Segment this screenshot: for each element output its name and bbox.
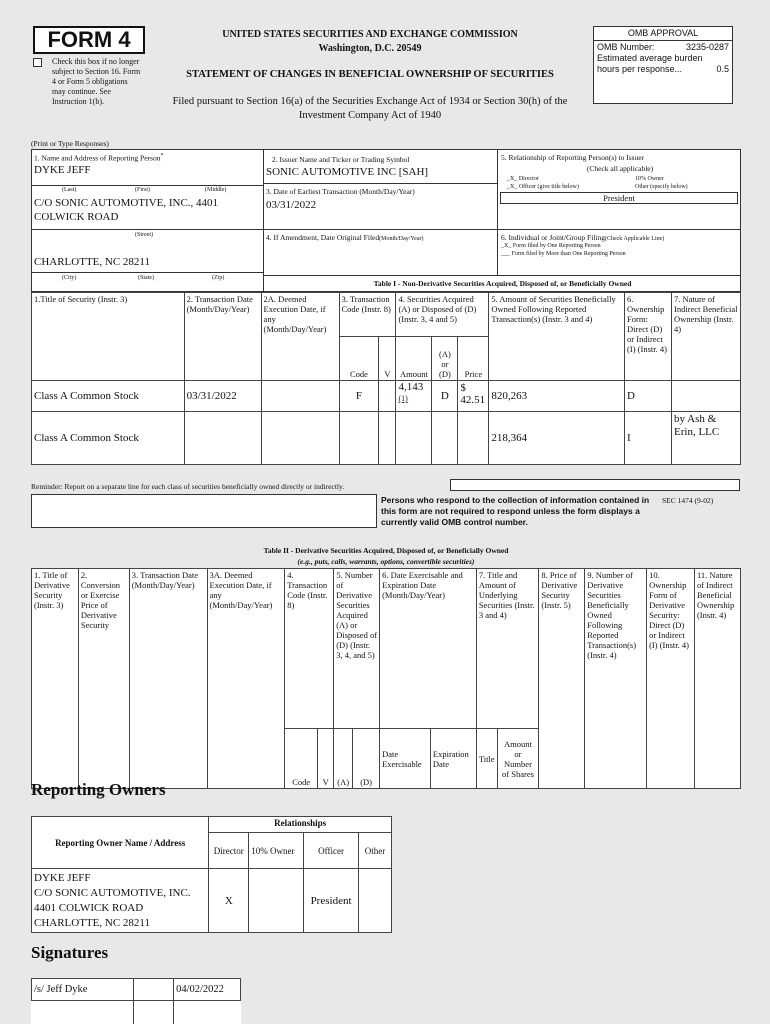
owner-line1: DYKE JEFF xyxy=(34,871,91,884)
signature-blank xyxy=(134,979,174,1001)
officer-title-box xyxy=(500,192,738,204)
city-label: (City) xyxy=(62,275,77,281)
check-all-label: (Check all applicable) xyxy=(586,164,654,173)
owners-table xyxy=(31,816,392,933)
street-label: (Street) xyxy=(135,232,153,238)
t2-date-ex: Date Exercisable xyxy=(380,729,431,789)
t2-h7: 7. Title and Amount of Underlying Securities (Instr. 3 and 4) xyxy=(476,569,539,729)
signature-row2-c xyxy=(174,1001,241,1024)
middle-label: (Middle) xyxy=(205,187,227,193)
t2-a: (A) xyxy=(334,729,353,789)
t1-r1-date xyxy=(184,412,261,465)
reporting-person-name: DYKE JEFF xyxy=(34,164,91,176)
director-option[interactable]: _X_ Director xyxy=(507,176,539,182)
amendment-label: 4. If Amendment, Date Original Filed xyxy=(266,233,380,242)
state-label: (State) xyxy=(138,275,154,281)
owner-officer: President xyxy=(304,869,359,933)
agency-location: Washington, D.C. 20549 xyxy=(318,43,422,54)
omb-burden-label: Estimated average burden xyxy=(597,53,703,63)
t1-r0-price: $ 42.51 xyxy=(458,381,489,412)
reminder-input[interactable] xyxy=(450,479,740,491)
table1 xyxy=(31,292,741,465)
earliest-date-label: 3. Date of Earliest Transaction (Month/Day/Year) xyxy=(266,187,415,196)
t2-h11: 11. Nature of Indirect Beneficial Ownership (Instr. 4) xyxy=(694,569,740,789)
no-longer-subject-checkbox[interactable] xyxy=(33,58,42,67)
t1-code: Code xyxy=(339,337,379,381)
table1-title: Table I - Non-Derivative Securities Acquired, Disposed of, or Beneficially Owned xyxy=(373,279,632,288)
filing-more[interactable]: ___ Form filed by More than One Reporting Person xyxy=(501,251,626,257)
t1-r0-footnote[interactable]: (1) xyxy=(398,394,408,403)
owners-col-ten: 10% Owner xyxy=(249,833,304,869)
issuer-value: SONIC AUTOMOTIVE INC [SAH] xyxy=(266,166,429,178)
persons-notice: Persons who respond to the collection of information contained in this form are not required to respond unless the form displays a currently valid OMB control number. xyxy=(381,495,650,527)
signatures-table xyxy=(31,978,241,1024)
omb-approval-box xyxy=(593,26,733,104)
t2-h9: 9. Number of Derivative Securities Beneficially Owned Following Reported Transaction(s) (Instr. 4) xyxy=(585,569,647,789)
t1-aord: (A) or (D) xyxy=(432,337,458,381)
owners-col-director: Director xyxy=(209,833,249,869)
t1-h1: 1.Title of Security (Instr. 3) xyxy=(32,293,185,381)
t2-exp: Expiration Date xyxy=(430,729,476,789)
reminder-box xyxy=(31,494,377,528)
table-row xyxy=(32,869,392,933)
t1-r1-aord xyxy=(432,412,458,465)
filing-one[interactable]: _X_ Form filed by One Reporting Person xyxy=(501,243,601,249)
owner-line2: C/O SONIC AUTOMOTIVE, INC. xyxy=(34,886,191,899)
t1-amount: Amount xyxy=(396,337,432,381)
owner-line3: 4401 COLWICK ROAD xyxy=(34,901,144,914)
owners-heading: Reporting Owners xyxy=(31,780,166,799)
omb-title: OMB APPROVAL xyxy=(594,27,732,41)
issuer-label: 2. Issuer Name and Ticker or Trading Symbol xyxy=(272,155,410,164)
t1-h2: 2. Transaction Date (Month/Day/Year) xyxy=(184,293,261,381)
t1-r0-v xyxy=(379,381,396,412)
t2-h10: 10. Ownership Form of Derivative Security: Direct (D) or Indirect (I) (Instr. 4) xyxy=(647,569,695,789)
filing-label: 6. Individual or Joint/Group Filing xyxy=(501,233,605,242)
t1-price: Price xyxy=(458,337,489,381)
officer-title: President xyxy=(603,193,635,203)
t2-h3a: 3A. Deemed Execution Date, if any (Month/Day/Year) xyxy=(207,569,285,789)
t1-r0-aord: D xyxy=(432,381,458,412)
t2-h3: 3. Transaction Date (Month/Day/Year) xyxy=(129,569,207,789)
form-title: FORM 4 xyxy=(47,27,131,52)
table-row xyxy=(32,412,741,465)
zip-label: (Zip) xyxy=(212,275,225,281)
reminder-text: Reminder: Report on a separate line for each class of securities beneficially owned directly or indirectly. xyxy=(31,482,345,491)
t1-r0-form: D xyxy=(625,381,672,412)
t2-h5: 5. Number of Derivative Securities Acquired (A) or Disposed of (D) (Instr. 3, 4, and 5) xyxy=(334,569,380,729)
t2-amount: Amount or Number of Shares xyxy=(497,729,539,789)
check-box-text: Check this box if no longer subject to Section 16. Form 4 or Form 5 obligations may continue. See Instruction 1(b). xyxy=(52,57,141,106)
omb-number: 3235-0287 xyxy=(685,42,729,52)
last-label: (Last) xyxy=(62,187,77,193)
owners-col-other: Other xyxy=(359,833,392,869)
t1-h4: 4. Securities Acquired (A) or Disposed of (D) (Instr. 3, 4 and 5) xyxy=(396,293,489,337)
t1-r0-title: Class A Common Stock xyxy=(32,381,185,412)
signature-row2-b xyxy=(134,1001,174,1024)
t1-r1-owned: 218,364 xyxy=(489,412,625,465)
t1-r0-code: F xyxy=(339,381,379,412)
t1-r1-deemed xyxy=(261,412,339,465)
omb-number-label: OMB Number: xyxy=(597,42,655,52)
owner-other xyxy=(359,869,392,933)
filed-pursuant: Filed pursuant to Section 16(a) of the Securities Exchange Act of 1934 or Section 30(h) of the Investment Company Act of 1940 xyxy=(172,96,568,121)
sec-number: SEC 1474 (9-02) xyxy=(662,496,714,505)
owner-director: X xyxy=(209,869,249,933)
t1-r0-nature xyxy=(672,381,741,412)
first-label: (First) xyxy=(135,187,150,193)
t2-v: V xyxy=(318,729,334,789)
t1-v: V xyxy=(379,337,396,381)
owner-ten xyxy=(249,869,304,933)
t1-r0-owned: 820,263 xyxy=(489,381,625,412)
t1-r0-deemed xyxy=(261,381,339,412)
earliest-date-value: 03/31/2022 xyxy=(266,199,317,211)
owners-relationships: Relationships xyxy=(209,817,392,833)
t2-d: (D) xyxy=(353,729,380,789)
t2-h8: 8. Price of Derivative Security (Instr. 5) xyxy=(539,569,585,789)
t1-h7: 7. Nature of Indirect Beneficial Ownership (Instr. 4) xyxy=(672,293,741,381)
omb-hours-label: hours per response... xyxy=(597,64,683,74)
t1-r1-code xyxy=(339,412,379,465)
owner-line4: CHARLOTTE, NC 28211 xyxy=(34,916,151,929)
t1-r1-v xyxy=(379,412,396,465)
t1-r1-nature: by Ash & Erin, LLC xyxy=(672,412,741,465)
omb-hours: 0.5 xyxy=(716,64,729,74)
signature-value: /s/ Jeff Dyke xyxy=(32,979,134,1001)
t2-code: Code xyxy=(285,729,318,789)
t1-h5: 5. Amount of Securities Beneficially Owned Following Reported Transaction(s) (Instr. 3 and 4) xyxy=(489,293,625,381)
signatures-heading: Signatures xyxy=(31,943,109,962)
owner-address-cell xyxy=(32,869,209,933)
signature-row2-a xyxy=(32,1001,134,1024)
address-line2: COLWICK ROAD xyxy=(34,211,119,223)
table2 xyxy=(31,568,741,789)
signature-date: 04/02/2022 xyxy=(174,979,241,1001)
officer-option[interactable]: _X_ Officer (give title below) xyxy=(507,184,579,190)
agency-name: UNITED STATES SECURITIES AND EXCHANGE COMMISSION xyxy=(222,29,518,40)
t2-title: Title xyxy=(476,729,497,789)
t1-r1-amount xyxy=(396,412,432,465)
print-label: (Print or Type Responses) xyxy=(31,139,109,148)
t1-h6: 6. Ownership Form: Direct (D) or Indirect (I) (Instr. 4) xyxy=(625,293,672,381)
owners-col-officer: Officer xyxy=(304,833,359,869)
t2-h1: 1. Title of Derivative Security (Instr. 3) xyxy=(32,569,79,789)
t2-h4: 4. Transaction Code (Instr. 8) xyxy=(285,569,334,729)
statement-title: STATEMENT OF CHANGES IN BENEFICIAL OWNERSHIP OF SECURITIES xyxy=(186,69,554,80)
t1-h3: 3. Transaction Code (Instr. 8) xyxy=(339,293,396,337)
t1-h2a: 2A. Deemed Execution Date, if any (Month/Day/Year) xyxy=(261,293,339,381)
address-line1: C/O SONIC AUTOMOTIVE, INC., 4401 xyxy=(34,197,219,209)
relationship-label: 5. Relationship of Reporting Person(s) to Issuer xyxy=(501,153,645,162)
table2-title: Table II - Derivative Securities Acquired, Disposed of, or Beneficially Owned xyxy=(263,546,509,555)
amendment-small: (Month/Day/Year) xyxy=(379,236,424,242)
t1-r0-amount: 4,143 xyxy=(398,381,424,393)
city-state-zip: CHARLOTTE, NC 28211 xyxy=(34,256,151,268)
owners-col-name: Reporting Owner Name / Address xyxy=(32,817,209,869)
t2-h6: 6. Date Exercisable and Expiration Date (Month/Day/Year) xyxy=(380,569,477,729)
ten-pct-option[interactable]: 10% Owner xyxy=(635,176,664,182)
reporting-person-label: 1. Name and Address of Reporting Person xyxy=(34,153,161,163)
t1-r0-amount-cell xyxy=(396,381,432,412)
table2-subtitle: (e.g., puts, calls, warrants, options, convertible securities) xyxy=(297,557,475,566)
table-row xyxy=(32,381,741,412)
t1-r1-form: I xyxy=(625,412,672,465)
filing-label-small: (Check Applicable Line) xyxy=(604,236,665,242)
t1-r1-title: Class A Common Stock xyxy=(32,412,185,465)
other-option[interactable]: Other (specify below) xyxy=(635,184,688,190)
reporting-person-asterisk: * xyxy=(160,153,164,159)
form-title-box xyxy=(33,26,145,54)
t2-h2: 2. Conversion or Exercise Price of Derivative Security xyxy=(78,569,129,789)
t1-r1-price xyxy=(458,412,489,465)
t1-r0-date: 03/31/2022 xyxy=(184,381,261,412)
